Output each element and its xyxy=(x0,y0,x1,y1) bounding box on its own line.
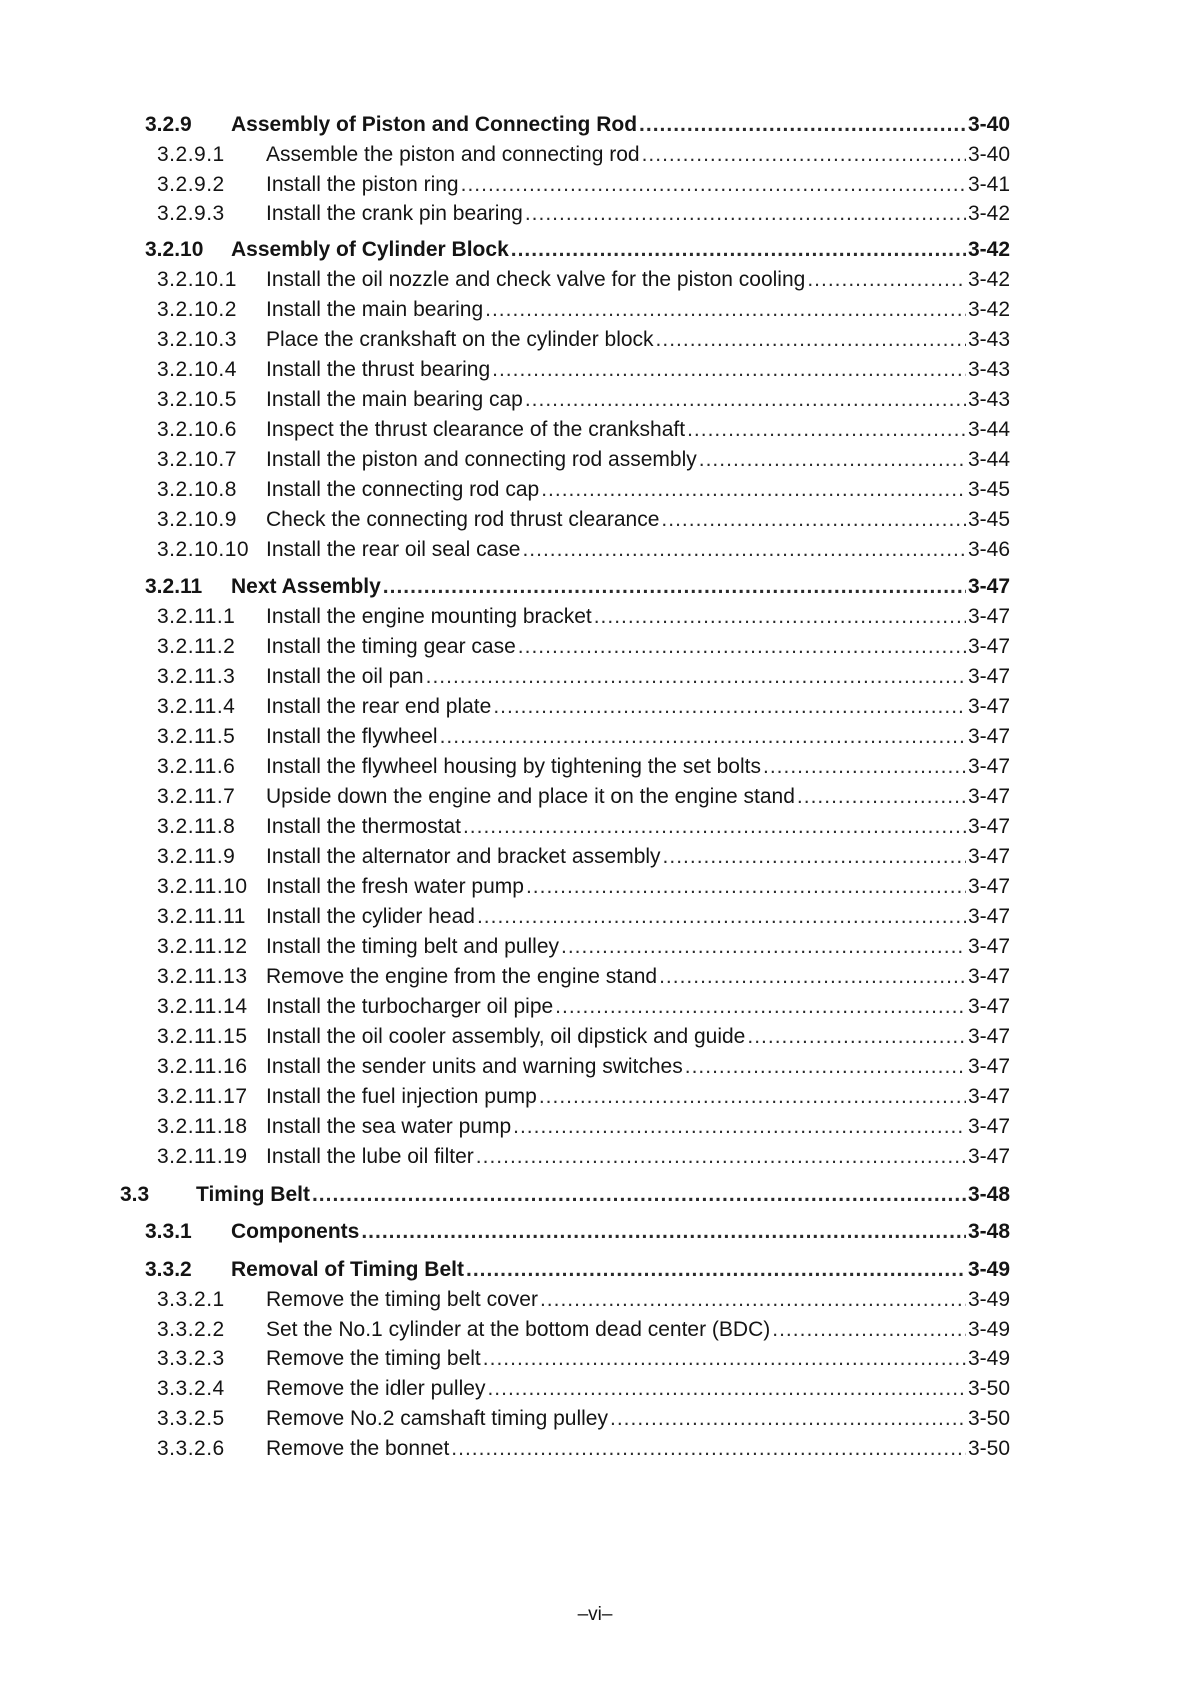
toc-section-number: 3.3.1 xyxy=(145,1220,192,1243)
toc-entry[interactable] xyxy=(157,1339,1010,1369)
toc-section-title: Install the cylider head xyxy=(266,905,475,928)
toc-section-number: 3.2.11.2 xyxy=(157,635,236,658)
toc-dot-leader xyxy=(426,666,966,687)
toc-section-title: Check the connecting rod thrust clearance xyxy=(266,508,660,531)
toc-section-number: 3.2.9 xyxy=(145,113,192,136)
toc-section-number: 3.2.10.8 xyxy=(157,478,237,501)
toc-dot-leader xyxy=(522,539,966,560)
toc-page-number: 3-45 xyxy=(967,478,1010,501)
toc-section-number: 3.2.10.3 xyxy=(157,328,237,351)
toc-page-number: 3-42 xyxy=(967,268,1010,291)
toc-page-number: 3-42 xyxy=(967,298,1010,321)
toc-section-title: Install the oil pan xyxy=(266,665,424,688)
toc-entry[interactable] xyxy=(157,687,1010,717)
toc-entry[interactable] xyxy=(145,567,1010,597)
toc-section-number: 3.2.11.19 xyxy=(157,1145,248,1168)
toc-entry[interactable] xyxy=(157,165,1010,195)
toc-dot-leader xyxy=(526,876,966,897)
toc-dot-leader xyxy=(661,509,966,530)
toc-entry[interactable] xyxy=(157,290,1010,320)
toc-section-number: 3.3.2.2 xyxy=(157,1318,225,1341)
toc-page-number: 3-47 xyxy=(967,635,1010,658)
toc-dot-leader xyxy=(476,1146,966,1167)
toc-page-number: 3-47 xyxy=(967,725,1010,748)
toc-entry[interactable] xyxy=(157,807,1010,837)
toc-entry[interactable] xyxy=(157,410,1010,440)
toc-dot-leader xyxy=(525,389,966,410)
toc-dot-leader xyxy=(477,906,966,927)
toc-section-number: 3.2.11.10 xyxy=(157,875,248,898)
toc-section-title: Install the timing gear case xyxy=(266,635,516,658)
toc-entry[interactable] xyxy=(157,320,1010,350)
toc-section-title: Next Assembly xyxy=(231,575,381,598)
toc-entry[interactable] xyxy=(157,987,1010,1017)
toc-section-number: 3.3.2.3 xyxy=(157,1347,225,1370)
toc-page-number: 3-47 xyxy=(967,665,1010,688)
toc-section-title: Install the alternator and bracket assembly xyxy=(266,845,661,868)
toc-section-title: Install the engine mounting bracket xyxy=(266,605,592,628)
toc-section-number: 3.2.10 xyxy=(145,238,204,261)
toc-entry[interactable] xyxy=(157,777,1010,807)
toc-page-number: 3-50 xyxy=(967,1377,1010,1400)
toc-section-title: Remove the timing belt xyxy=(266,1347,481,1370)
toc-section-number: 3.2.10.5 xyxy=(157,388,237,411)
toc-section-number: 3.3.2 xyxy=(145,1258,192,1281)
toc-section-title: Install the oil cooler assembly, oil dipstick and guide xyxy=(266,1025,746,1048)
toc-page-number: 3-47 xyxy=(967,755,1010,778)
toc-entry[interactable] xyxy=(157,440,1010,470)
toc-section-number: 3.2.9.3 xyxy=(157,202,225,225)
toc-section-number: 3.3.2.4 xyxy=(157,1377,225,1400)
toc-dot-leader xyxy=(361,1221,966,1242)
toc-section-title: Install the flywheel xyxy=(266,725,438,748)
toc-page-number: 3-45 xyxy=(967,508,1010,531)
toc-section-title: Install the lube oil filter xyxy=(266,1145,474,1168)
toc-section-number: 3.2.10.1 xyxy=(157,268,237,291)
toc-entry[interactable] xyxy=(157,1429,1010,1459)
toc-page-number: 3-47 xyxy=(967,575,1010,598)
toc-dot-leader xyxy=(440,726,966,747)
toc-dot-leader xyxy=(485,299,966,320)
toc-page-number: 3-50 xyxy=(967,1407,1010,1430)
toc-section-title: Install the thrust bearing xyxy=(266,358,491,381)
toc-entry[interactable] xyxy=(157,260,1010,290)
toc-section-number: 3.2.11.13 xyxy=(157,965,248,988)
toc-entry[interactable] xyxy=(157,747,1010,777)
toc-dot-leader xyxy=(610,1408,966,1429)
toc-section-number: 3.3 xyxy=(120,1183,150,1206)
toc-entry[interactable] xyxy=(157,867,1010,897)
toc-page-number: 3-47 xyxy=(967,605,1010,628)
toc-section-title: Install the rear oil seal case xyxy=(266,538,521,561)
toc-section-number: 3.2.9.2 xyxy=(157,173,225,196)
toc-entry[interactable] xyxy=(145,1250,1010,1280)
toc-page-number: 3-49 xyxy=(967,1288,1010,1311)
toc-section-number: 3.2.11.1 xyxy=(157,605,236,628)
toc-section-number: 3.2.11.12 xyxy=(157,935,248,958)
toc-page-number: 3-47 xyxy=(967,1115,1010,1138)
toc-dot-leader xyxy=(518,636,966,657)
toc-section-number: 3.2.10.6 xyxy=(157,418,237,441)
toc-section-number: 3.2.9.1 xyxy=(157,143,225,166)
toc-section-number: 3.3.2.5 xyxy=(157,1407,225,1430)
toc-section-title: Remove the timing belt cover xyxy=(266,1288,538,1311)
toc-section-title: Install the timing belt and pulley xyxy=(266,935,560,958)
toc-section-title: Assembly of Piston and Connecting Rod xyxy=(231,113,638,136)
toc-section-number: 3.2.11.15 xyxy=(157,1025,248,1048)
toc-dot-leader xyxy=(772,1319,966,1340)
toc-section-number: 3.2.10.10 xyxy=(157,538,250,561)
toc-dot-leader xyxy=(451,1438,966,1459)
toc-entry[interactable] xyxy=(157,194,1010,224)
toc-dot-leader xyxy=(561,936,966,957)
toc-section-title: Upside down the engine and place it on the engine stand xyxy=(266,785,795,808)
toc-entry[interactable] xyxy=(157,957,1010,987)
toc-section-title: Remove No.2 camshaft timing pulley xyxy=(266,1407,608,1430)
toc-page-number: 3-47 xyxy=(967,695,1010,718)
toc-entry[interactable] xyxy=(157,627,1010,657)
toc-entry[interactable] xyxy=(157,717,1010,747)
toc-section-title: Install the sender units and warning switches xyxy=(266,1055,683,1078)
toc-section-title: Install the fuel injection pump xyxy=(266,1085,537,1108)
toc-section-title: Install the thermostat xyxy=(266,815,461,838)
toc-page-number: 3-43 xyxy=(967,388,1010,411)
toc-section-number: 3.2.11.3 xyxy=(157,665,236,688)
toc-entry[interactable] xyxy=(157,1369,1010,1399)
toc-page-number: 3-47 xyxy=(967,1145,1010,1168)
toc-dot-leader xyxy=(511,239,966,260)
toc-dot-leader xyxy=(539,1086,966,1107)
toc-section-title: Install the turbocharger oil pipe xyxy=(266,995,554,1018)
toc-section-title: Inspect the thrust clearance of the crankshaft xyxy=(266,418,686,441)
toc-entry[interactable] xyxy=(157,380,1010,410)
toc-entry[interactable] xyxy=(157,1310,1010,1340)
toc-section-title: Install the main bearing cap xyxy=(266,388,523,411)
toc-dot-leader xyxy=(461,174,966,195)
toc-dot-leader xyxy=(383,576,966,597)
toc-page-number: 3-43 xyxy=(967,328,1010,351)
toc-page-number: 3-47 xyxy=(967,935,1010,958)
toc-section-title: Install the connecting rod cap xyxy=(266,478,540,501)
toc-section-title: Install the crank pin bearing xyxy=(266,202,523,225)
toc-section-number: 3.2.10.2 xyxy=(157,298,237,321)
toc-entry[interactable] xyxy=(157,927,1010,957)
toc-entry[interactable] xyxy=(157,597,1010,627)
toc-page-number: 3-49 xyxy=(967,1318,1010,1341)
toc-section-title: Removal of Timing Belt xyxy=(231,1258,464,1281)
toc-dot-leader xyxy=(487,1378,966,1399)
toc-section-number: 3.2.11.5 xyxy=(157,725,236,748)
toc-section-number: 3.2.10.4 xyxy=(157,358,237,381)
toc-entry[interactable] xyxy=(157,1107,1010,1137)
toc-entry[interactable] xyxy=(157,470,1010,500)
toc-entry[interactable] xyxy=(145,1212,1010,1242)
toc-dot-leader xyxy=(594,606,966,627)
toc-page-number: 3-47 xyxy=(967,995,1010,1018)
toc-dot-leader xyxy=(763,756,966,777)
toc-entry[interactable] xyxy=(157,530,1010,560)
toc-page-number: 3-49 xyxy=(967,1258,1010,1281)
toc-section-number: 3.2.11.9 xyxy=(157,845,236,868)
toc-page-number: 3-44 xyxy=(967,448,1010,471)
toc-page-number: 3-41 xyxy=(967,173,1010,196)
toc-section-title: Install the rear end plate xyxy=(266,695,492,718)
toc-dot-leader xyxy=(513,1116,966,1137)
toc-page-number: 3-43 xyxy=(967,358,1010,381)
toc-page-number: 3-42 xyxy=(967,202,1010,225)
toc-page-number: 3-47 xyxy=(967,815,1010,838)
toc-dot-leader xyxy=(463,816,966,837)
toc-page-number: 3-40 xyxy=(967,143,1010,166)
toc-section-title: Install the sea water pump xyxy=(266,1115,512,1138)
toc-dot-leader xyxy=(540,1289,966,1310)
toc-page-number: 3-47 xyxy=(967,905,1010,928)
toc-entry[interactable] xyxy=(157,1399,1010,1429)
toc-dot-leader xyxy=(807,269,966,290)
toc-page-number: 3-48 xyxy=(967,1220,1010,1243)
toc-page-number: 3-50 xyxy=(967,1437,1010,1460)
toc-entry[interactable] xyxy=(145,230,1010,260)
toc-section-title: Install the piston and connecting rod assembly xyxy=(266,448,697,471)
toc-section-title: Components xyxy=(231,1220,360,1243)
toc-entry[interactable] xyxy=(145,105,1010,135)
toc-page-number: 3-47 xyxy=(967,1025,1010,1048)
toc-page-number: 3-47 xyxy=(967,875,1010,898)
toc-section-title: Install the fresh water pump xyxy=(266,875,524,898)
toc-section-number: 3.2.10.7 xyxy=(157,448,237,471)
toc-dot-leader xyxy=(492,359,966,380)
toc-section-title: Install the main bearing xyxy=(266,298,484,321)
toc-dot-leader xyxy=(483,1348,966,1369)
toc-dot-leader xyxy=(642,144,966,165)
toc-section-title: Set the No.1 cylinder at the bottom dead center (BDC) xyxy=(266,1318,771,1341)
toc-page-number: 3-48 xyxy=(967,1183,1010,1206)
toc-section-number: 3.2.11.6 xyxy=(157,755,236,778)
toc-section-title: Assemble the piston and connecting rod xyxy=(266,143,640,166)
toc-section-number: 3.2.11.8 xyxy=(157,815,236,838)
toc-page-number: 3-47 xyxy=(967,965,1010,988)
toc-entry[interactable] xyxy=(157,350,1010,380)
toc-section-number: 3.2.11.11 xyxy=(157,905,246,928)
toc-section-number: 3.2.11.7 xyxy=(157,785,236,808)
toc-dot-leader xyxy=(699,449,966,470)
toc-dot-leader xyxy=(747,1026,966,1047)
toc-section-title: Remove the engine from the engine stand xyxy=(266,965,658,988)
toc-section-number: 3.2.10.9 xyxy=(157,508,237,531)
toc-section-title: Install the flywheel housing by tightening the set bolts xyxy=(266,755,761,778)
toc-page-number: 3-47 xyxy=(967,1085,1010,1108)
toc-entry[interactable] xyxy=(157,1280,1010,1310)
toc-entry[interactable] xyxy=(157,657,1010,687)
toc-entry[interactable] xyxy=(157,897,1010,927)
toc-dot-leader xyxy=(797,786,966,807)
toc-dot-leader xyxy=(493,696,966,717)
toc-section-title: Place the crankshaft on the cylinder block xyxy=(266,328,654,351)
toc-section-title: Assembly of Cylinder Block xyxy=(231,238,509,261)
toc-dot-leader xyxy=(663,846,966,867)
toc-dot-leader xyxy=(312,1184,966,1205)
toc-section-title: Remove the idler pulley xyxy=(266,1377,486,1400)
toc-section-number: 3.2.11.18 xyxy=(157,1115,248,1138)
toc-section-number: 3.2.11.17 xyxy=(157,1085,248,1108)
toc-section-number: 3.3.2.1 xyxy=(157,1288,225,1311)
toc-dot-leader xyxy=(555,996,966,1017)
toc-entry[interactable] xyxy=(157,1017,1010,1047)
toc-dot-leader xyxy=(687,419,966,440)
toc-section-number: 3.2.11.16 xyxy=(157,1055,248,1078)
toc-section-title: Install the oil nozzle and check valve for the piston cooling xyxy=(266,268,806,291)
toc-dot-leader xyxy=(541,479,966,500)
toc-section-title: Timing Belt xyxy=(196,1183,310,1206)
toc-page-number: 3-42 xyxy=(967,238,1010,261)
toc-section-number: 3.2.11.4 xyxy=(157,695,236,718)
toc-dot-leader xyxy=(685,1056,966,1077)
toc-page-number: 3-44 xyxy=(967,418,1010,441)
toc-dot-leader xyxy=(659,966,966,987)
toc-entry[interactable] xyxy=(157,500,1010,530)
toc-page-number: 3-47 xyxy=(967,845,1010,868)
toc-dot-leader xyxy=(656,329,966,350)
toc-entry[interactable] xyxy=(157,135,1010,165)
toc-page-number: 3-46 xyxy=(967,538,1010,561)
toc-page-number: 3-49 xyxy=(967,1347,1010,1370)
toc-entry[interactable] xyxy=(157,837,1010,867)
toc-page-number: 3-40 xyxy=(967,113,1010,136)
toc-dot-leader xyxy=(639,114,966,135)
page-number: –vi– xyxy=(577,1604,613,1625)
toc-section-number: 3.2.11 xyxy=(145,575,203,598)
toc-entry[interactable] xyxy=(157,1137,1010,1167)
toc-section-number: 3.2.11.14 xyxy=(157,995,248,1018)
toc-entry[interactable] xyxy=(120,1175,1010,1205)
toc-section-title: Remove the bonnet xyxy=(266,1437,450,1460)
toc-entry[interactable] xyxy=(157,1077,1010,1107)
toc-entry[interactable] xyxy=(157,1047,1010,1077)
toc-dot-leader xyxy=(466,1259,966,1280)
toc-page-number: 3-47 xyxy=(967,1055,1010,1078)
toc-section-title: Install the piston ring xyxy=(266,173,459,196)
toc-dot-leader xyxy=(525,203,966,224)
toc-section-number: 3.3.2.6 xyxy=(157,1437,225,1460)
toc-page-number: 3-47 xyxy=(967,785,1010,808)
